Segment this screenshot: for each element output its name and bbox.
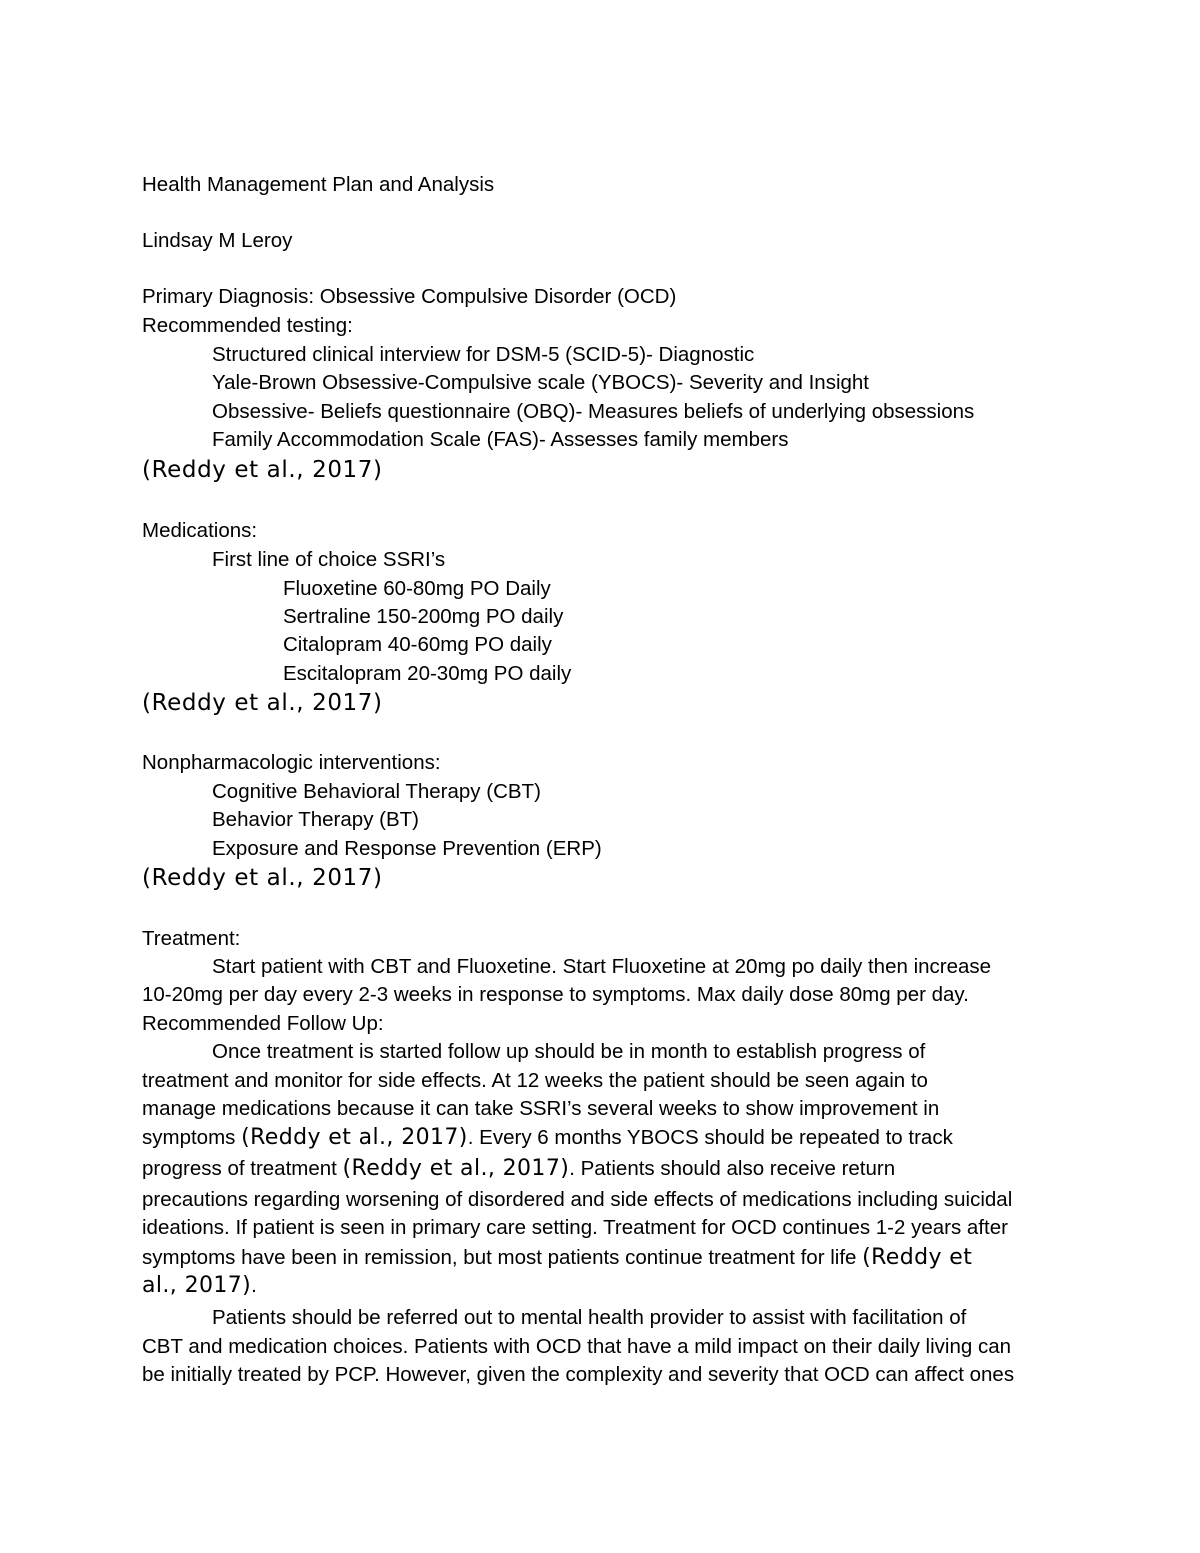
medications-subheading: First line of choice SSRI’s: [212, 548, 446, 571]
followup-line: [142, 1273, 257, 1299]
medication-item: Sertraline 150-200mg PO daily: [283, 605, 564, 628]
followup-line: manage medications because it can take SSRI’s several weeks to show improvement in: [142, 1097, 940, 1120]
testing-item: Yale-Brown Obsessive-Compulsive scale (YBOCS)- Severity and Insight: [212, 371, 870, 394]
followup-line: Once treatment is started follow up should be in month to establish progress of: [212, 1040, 926, 1063]
referral-line: CBT and medication choices. Patients with OCD that have a mild impact on their daily living can: [142, 1335, 1012, 1358]
nonpharm-item: Exposure and Response Prevention (ERP): [212, 837, 602, 860]
testing-heading: Recommended testing:: [142, 314, 353, 337]
medication-item: Citalopram 40-60mg PO daily: [283, 633, 552, 656]
medication-item: Fluoxetine 60-80mg PO Daily: [283, 577, 551, 600]
testing-citation: (Reddy et al., 2017): [142, 457, 383, 483]
medications-heading: Medications:: [142, 519, 258, 542]
text-run: progress of treatment: [142, 1157, 343, 1180]
inline-citation: (Reddy et al., 2017): [241, 1125, 468, 1150]
treatment-line: 10-20mg per day every 2-3 weeks in response to symptoms. Max daily dose 80mg per day.: [142, 983, 969, 1006]
referral-line: be initially treated by PCP. However, given the complexity and severity that OCD can affect ones: [142, 1363, 1015, 1386]
testing-item: Structured clinical interview for DSM-5 (SCID-5)- Diagnostic: [212, 343, 755, 366]
inline-citation: (Reddy et: [862, 1245, 973, 1270]
referral-line: Patients should be referred out to mental health provider to assist with facilitation of: [212, 1306, 967, 1329]
medication-item: Escitalopram 20-30mg PO daily: [283, 662, 572, 685]
followup-line: [142, 1125, 953, 1151]
treatment-line: Start patient with CBT and Fluoxetine. Start Fluoxetine at 20mg po daily then increase: [212, 955, 992, 978]
document-title: Health Management Plan and Analysis: [142, 173, 495, 196]
nonpharm-item: Behavior Therapy (BT): [212, 808, 419, 831]
followup-line: [142, 1156, 895, 1182]
followup-line: precautions regarding worsening of disordered and side effects of medications including suicidal: [142, 1188, 1013, 1211]
testing-item: Family Accommodation Scale (FAS)- Assesses family members: [212, 428, 789, 451]
nonpharm-citation: (Reddy et al., 2017): [142, 865, 383, 891]
followup-line: ideations. If patient is seen in primary care setting. Treatment for OCD continues 1-2 years after: [142, 1216, 1008, 1239]
nonpharm-heading: Nonpharmacologic interventions:: [142, 751, 441, 774]
text-run: . Every 6 months YBOCS should be repeated to track: [467, 1126, 953, 1149]
medications-citation: (Reddy et al., 2017): [142, 690, 383, 716]
primary-diagnosis: Primary Diagnosis: Obsessive Compulsive Disorder (OCD): [142, 285, 677, 308]
text-run: symptoms: [142, 1126, 242, 1149]
treatment-heading: Treatment:: [142, 927, 241, 950]
followup-line: [142, 1245, 972, 1271]
testing-item: Obsessive- Beliefs questionnaire (OBQ)- Measures beliefs of underlying obsessions: [212, 400, 975, 423]
nonpharm-item: Cognitive Behavioral Therapy (CBT): [212, 780, 541, 803]
inline-citation: al., 2017): [142, 1273, 252, 1298]
followup-line: treatment and monitor for side effects. At 12 weeks the patient should be seen again to: [142, 1069, 928, 1092]
text-run: . Patients should also receive return: [569, 1157, 896, 1180]
text-run: .: [251, 1274, 257, 1297]
text-run: symptoms have been in remission, but most patients continue treatment for life: [142, 1246, 863, 1269]
inline-citation: (Reddy et al., 2017): [342, 1156, 570, 1181]
followup-heading: Recommended Follow Up:: [142, 1012, 384, 1035]
author-name: Lindsay M Leroy: [142, 229, 293, 252]
